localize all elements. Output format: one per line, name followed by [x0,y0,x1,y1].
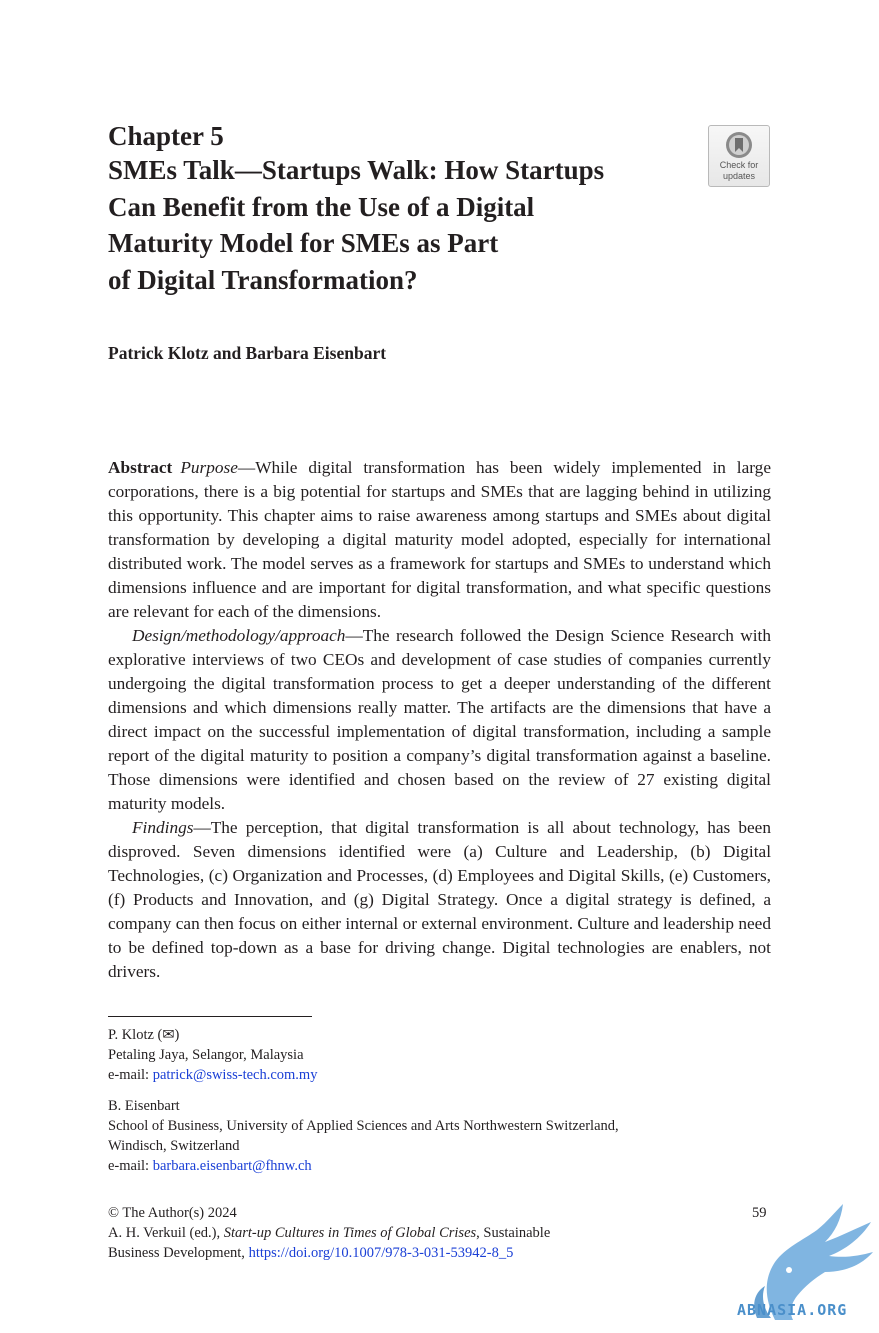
abstract-design [108,624,771,816]
book-title: Start-up Cultures in Times of Global Crises [223,1225,477,1241]
copyright-line: © The Author(s) 2024 [108,1205,237,1221]
author-location: Windisch, Switzerland [108,1138,240,1154]
chapter-label: Chapter 5 [108,121,224,151]
copyright-block [108,1203,550,1263]
bookmark-icon [725,131,753,159]
author-email-row: e-mail: barbara.eisenbart@fhnw.ch [108,1158,312,1174]
findings-label: Findings [132,818,194,837]
chapter-title-line: Maturity Model for SMEs as Part [108,228,499,258]
abstract-findings [108,816,771,984]
mail-icon: ✉ [162,1027,175,1043]
purpose-label: Purpose [180,458,238,477]
watermark-text: ABNASIA.ORG [737,1301,848,1319]
affiliation-klotz [108,1025,317,1085]
author-name: B. Eisenbart [108,1098,180,1114]
badge-line-1: Check for [719,160,759,170]
book-citation: A. H. Verkuil (ed.), Start-up Cultures in Times of Global Crises, Sustainable [108,1225,551,1241]
author-name: P. Klotz (✉) [108,1027,180,1043]
email-link[interactable]: barbara.eisenbart@fhnw.ch [152,1158,312,1174]
series-doi: Business Development, https://doi.org/10.1007/978-3-031-53942-8_5 [108,1245,514,1261]
purpose-text: —While digital transformation has been widely implemented in large corporations, there is a big potential for startups and SMEs that are lagging behind in utilizing this opportunity. This chapter aims to raise awareness among startups and SMEs about digital transformation by developing a digital maturity model adopted, especially for international distributed work. The model serves as a framework for startups and SMEs to understand which dimensions influence and are important for digital transformation, and what specific questions are relevant for each of the dimensions. [108,458,771,621]
chapter-title-line: Can Benefit from the Use of a Digital [108,191,535,222]
abstract-purpose [108,456,771,624]
design-text: —The research followed the Design Science Research with explorative interviews of two CEOs and development of case studies of companies currently undergoing the digital transformation process to get a deeper understanding of the different dimensions and which dimensions really matter. The artifacts are the dimensions that have a direct impact on the successful implementation of digital transformation, including a sample report of the digital maturity to position a company’s digital transformation against a baseline. Those dimensions were identified and chosen based on the review of 27 existing digital maturity models. [108,626,771,813]
chapter-title-line: of Digital Transformation? [108,264,418,295]
author-email-row: e-mail: patrick@swiss-tech.com.my [108,1067,318,1083]
author-location: Petaling Jaya, Selangor, Malaysia [108,1047,304,1063]
page-number: 59 [752,1205,767,1221]
design-label: Design/methodology/approach [132,626,346,645]
affiliation-eisenbart [108,1096,619,1176]
findings-text: —The perception, that digital transformation is all about technology, has been disproved. Seven dimensions identified were (a) Culture and Leadership, (b) Digital Technologies, (c) Organization and Processes, (d) Employees and Digital Skills, (e) Customers, (f) Products and Innovation, and (g) Digital Strategy. Once a digital strategy is defined, a company can then focus on either internal or external environment. Culture and leadership need to be defined top-down as a base for driving change. Digital technologies are enablers, not drivers. [108,818,771,981]
chapter-title [108,152,708,298]
abstract-keyword: Abstract [108,458,173,477]
doi-link[interactable]: https://doi.org/10.1007/978-3-031-53942-8_5 [248,1245,514,1261]
badge-line-2: updates [722,171,756,181]
chapter-title-line: SMEs Talk—Startups Walk: How Startups [108,155,605,185]
email-link[interactable]: patrick@swiss-tech.com.my [152,1067,318,1083]
author-organization: School of Business, University of Applied Sciences and Arts Northwestern Switzerland, [108,1118,619,1134]
check-for-updates-badge[interactable] [708,125,770,187]
authors: Patrick Klotz and Barbara Eisenbart [108,343,387,363]
abstract [108,456,771,984]
footnote-divider [108,1016,312,1017]
